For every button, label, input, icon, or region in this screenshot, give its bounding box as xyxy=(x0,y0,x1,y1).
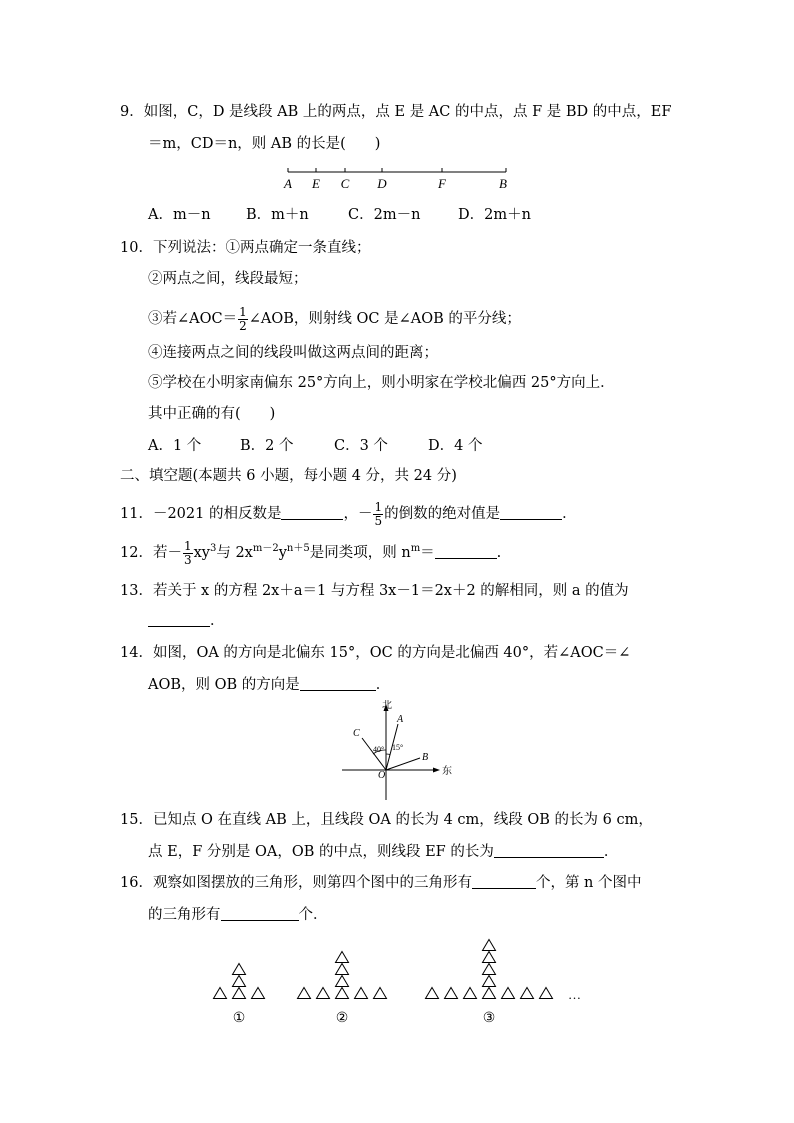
q10-question: 其中正确的有( ) xyxy=(148,406,276,422)
q12-blank xyxy=(435,544,497,559)
q16-blank-1 xyxy=(472,874,536,889)
q16-triangle-figure xyxy=(200,930,600,1030)
q9-option-a: A．m－n xyxy=(148,207,211,223)
q11-line: 11．－2021 的相反数是 ，－ $\frac{1}{5}$ 的倒数的绝对值是 ． xyxy=(120,499,577,528)
q10-option-b: B．2 个 xyxy=(240,438,294,454)
point-label-e: E xyxy=(312,176,320,191)
label-a: A xyxy=(397,714,404,725)
fraction-one-third: $\frac{1}{3}$ xyxy=(183,538,192,567)
triangle-figure-3 xyxy=(426,940,553,999)
q13-line1: 13．若关于 x 的方程 2x＋a＝1 与方程 3x－1＝2x＋2 的解相同，则 a 的值为 xyxy=(120,583,629,599)
label-c: C xyxy=(353,728,360,739)
q10-statement-4: ④连接两点之间的线段叫做这两点间的距离； xyxy=(148,345,438,361)
fraction-one-fifth: $\frac{1}{5}$ xyxy=(374,499,383,528)
q12-line: 12．若－ $\frac{1}{3}$ $xy^3$与 $2x^{m-2}y^{n+5}$是同类项，则 $n^m=$ . xyxy=(120,538,502,567)
label-angle-40: 40° xyxy=(373,745,385,754)
q9-option-c: C．2m－n xyxy=(348,207,421,223)
q9-line1: 9．如图，C，D 是线段 AB 上的两点，点 E 是 AC 的中点，点 F 是 BD 的中点，EF xyxy=(120,104,672,120)
q11-blank-1 xyxy=(281,505,343,520)
q10-stem: 10．下列说法：①两点确定一条直线； xyxy=(120,240,371,256)
figure-label-1: ① xyxy=(232,1011,246,1026)
q13-line2: ． xyxy=(148,612,225,630)
q10-statement-2: ②两点之间，线段最短； xyxy=(148,271,308,287)
q14-line1: 14．如图，OA 的方向是北偏东 15°，OC 的方向是北偏西 40°，若∠AOC＝∠ xyxy=(120,645,631,661)
triangle-figure-2 xyxy=(298,952,387,999)
q10-option-d: D．4 个 xyxy=(428,438,483,454)
label-angle-15: 15° xyxy=(392,743,404,752)
triangle-ellipsis: … xyxy=(568,987,581,1002)
q15-line1: 15．已知点 O 在直线 AB 上，且线段 OA 的长为 4 cm，线段 OB 的长为 6 cm， xyxy=(120,812,653,828)
q10-option-a: A．1 个 xyxy=(148,438,202,454)
q10-option-c: C．3 个 xyxy=(334,438,388,454)
q9-option-d: D．2m＋n xyxy=(458,207,531,223)
fraction-one-half: $\frac{1}{2}$ xyxy=(239,304,247,333)
point-label-a: A xyxy=(284,176,292,191)
q15-line2: 点 E，F 分别是 OA，OB 的中点，则线段 EF 的长为 ． xyxy=(148,844,619,860)
q9-option-b: B．m＋n xyxy=(246,207,309,223)
point-label-d: D xyxy=(377,176,387,191)
q9-line2: ＝m，CD＝n，则 AB 的长是( ) xyxy=(148,136,381,152)
triangle-figure-1 xyxy=(214,964,265,999)
point-label-f: F xyxy=(438,176,446,191)
q10-statement-5: ⑤学校在小明家南偏东 25°方向上，则小明家在学校北偏西 25°方向上． xyxy=(148,375,615,391)
point-label-c: C xyxy=(340,176,350,191)
label-east: 东 xyxy=(442,766,452,777)
q14-blank xyxy=(300,676,376,691)
q15-blank xyxy=(494,843,604,858)
figure-label-2: ② xyxy=(335,1011,349,1026)
label-north: 北 xyxy=(382,700,392,711)
figure-label-3: ③ xyxy=(482,1011,496,1026)
q14-direction-figure xyxy=(336,700,466,804)
section-title-fill-in: 二、填空题(本题共 6 小题，每小题 4 分，共 24 分) xyxy=(120,468,457,484)
q9-segment-figure xyxy=(280,162,520,194)
q13-blank xyxy=(148,612,210,627)
q16-line1: 16．观察如图摆放的三角形，则第四个图中的三角形有 个，第 n 个图中 xyxy=(120,875,642,891)
q16-blank-2 xyxy=(221,906,299,921)
q10-statement-3: ③若∠AOC＝ $\frac{1}{2}$ ∠AOB，则射线 OC 是∠AOB 的平分线； xyxy=(148,304,521,333)
q14-line2: AOB，则 OB 的方向是 ． xyxy=(148,677,391,693)
point-label-b: B xyxy=(499,176,507,191)
q16-line2: 的三角形有 个． xyxy=(148,907,328,923)
label-b: B xyxy=(422,752,429,763)
label-o: O xyxy=(378,770,386,781)
q11-blank-2 xyxy=(500,505,562,520)
